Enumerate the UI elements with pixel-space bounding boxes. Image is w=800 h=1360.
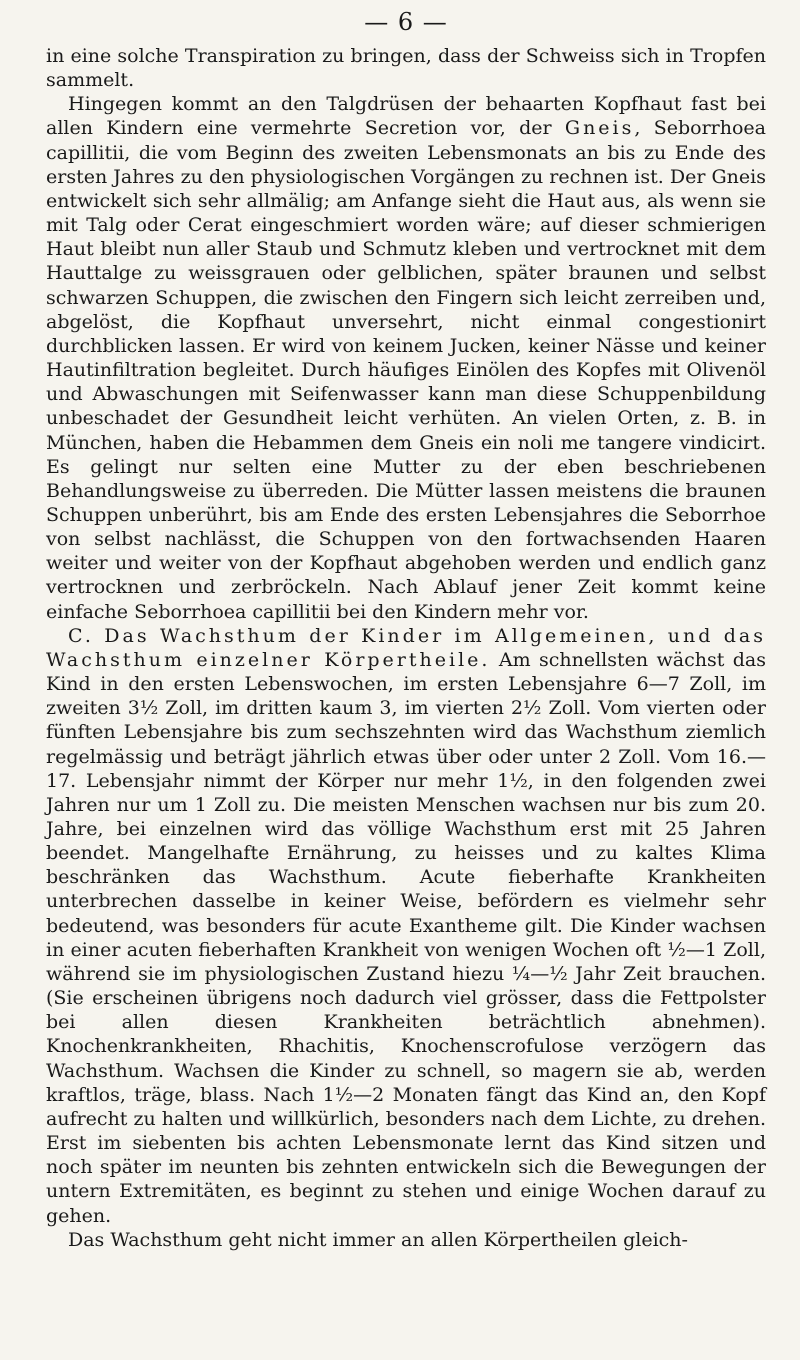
paragraph-gneis-body: , Seborrhoea capillitii, die vom Beginn des zweiten Lebensmonats an bis zu Ende des ersten Jahres zu den physiologischen Vorgängen zu rechnen ist. Der Gneis entwickelt sich sehr allmälig; am Anfange sieht die Haut aus, als wenn sie mit Talg oder Cerat eingeschmiert worden wäre; auf dieser schmierigen Haut bleibt nun aller Staub und Schmutz kleben und vertrocknet mit dem Hauttalge zu weissgrauen oder gelblichen, später braunen und selbst schwarzen Schuppen, die zwischen den Fingern sich leicht zerreiben und, abgelöst, die Kopfhaut unversehrt, nicht einmal congestionirt durchblicken lassen. Er wird von keinem Jucken, keiner Nässe und keiner Hautinfiltration begleitet. Durch häufiges Einölen des Kopfes mit Olivenöl und Abwaschungen mit Seifenwasser kann man diese Schuppenbildung unbeschadet der Gesundheit leicht verhüten. An vielen Orten, z. B. in München, haben die Hebammen dem Gneis ein noli me tangere vindicirt. Es gelingt nur selten eine Mutter zu der eben beschriebenen Behandlungsweise zu überreden. Die Mütter lassen meistens die braunen Schuppen unberührt, bis am Ende des ersten Lebensjahres die Seborrhoe von selbst nachlässt, die Schuppen von den fortwachsenden Haaren weiter und weiter von der Kopfhaut abgehoben werden und endlich ganz vertrocknen und zerbröckeln. Nach Ablauf jener Zeit kommt keine einfache Seborrhoea capillitii bei den Kindern mehr vor. [46, 117, 766, 623]
paragraph-final: Das Wachsthum geht nicht immer an allen Körpertheilen gleich- [68, 1228, 688, 1251]
paragraph-wachsthum-body: Am schnellsten wächst das Kind in den ersten Lebenswochen, im ersten Lebensjahre 6—7 Zoll, im zweiten 3½ Zoll, im dritten kaum 3, im vierten 2½ Zoll. Vom vierten oder fünften Lebensjahre bis zum sechszehnten wird das Wachsthum ziemlich regelmässig und beträgt jährlich etwas über oder unter 2 Zoll. Vom 16.—17. Lebensjahr nimmt der Körper nur mehr 1½, in den folgenden zwei Jahren nur um 1 Zoll zu. Die meisten Menschen wachsen nur bis zum 20. Jahre, bei einzelnen wird das völlige Wachsthum erst mit 25 Jahren beendet. Mangelhafte Ernährung, zu heisses und zu kaltes Klima beschränken das Wachsthum. Acute fieberhafte Krankheiten unterbrechen dasselbe in keiner Weise, befördern es vielmehr sehr bedeutend, was besonders für acute Exantheme gilt. Die Kinder wachsen in einer acuten fieberhaften Krankheit von wenigen Wochen oft ½—1 Zoll, während sie im physiologischen Zustand hiezu ¼—½ Jahr Zeit brauchen. (Sie erscheinen übrigens noch dadurch viel grösser, dass die Fettpolster bei allen diesen Krankheiten beträchtlich abnehmen). Knochenkrankheiten, Rhachitis, Knochenscrofulose verzögern das Wachsthum. Wachsen die Kinder zu schnell, so magern sie ab, werden kraftlos, träge, blass. Nach 1½—2 Monaten fängt das Kind an, den Kopf aufrecht zu halten und willkürlich, besonders nach dem Lichte, zu drehen. Erst im siebenten bis achten Lebensmonate lernt das Kind sitzen und noch später im neunten bis zehnten entwickeln sich die Bewegungen der untern Extremitäten, es beginnt zu stehen und einige Wochen darauf zu gehen. [46, 648, 766, 1227]
page-number: — 6 — [364, 8, 448, 36]
body-text [46, 44, 766, 1252]
paragraph-wachsthum [46, 624, 766, 1228]
paragraph-gneis [46, 92, 766, 623]
section-heading: C. Das Wachsthum der Kinder im Allgemeinen, und das Wachsthum einzelner Körpertheile. [46, 624, 766, 671]
paragraph-gneis-intro: Hingegen kommt an den Talgdrüsen der behaarten Kopfhaut fast bei allen Kindern eine vermehrte Secretion vor, der [46, 93, 766, 140]
term-gneis: Gneis [564, 117, 635, 140]
paragraph-continuation: in eine solche Transpiration zu bringen, dass der Schweiss sich in Tropfen sammelt. [46, 45, 766, 92]
